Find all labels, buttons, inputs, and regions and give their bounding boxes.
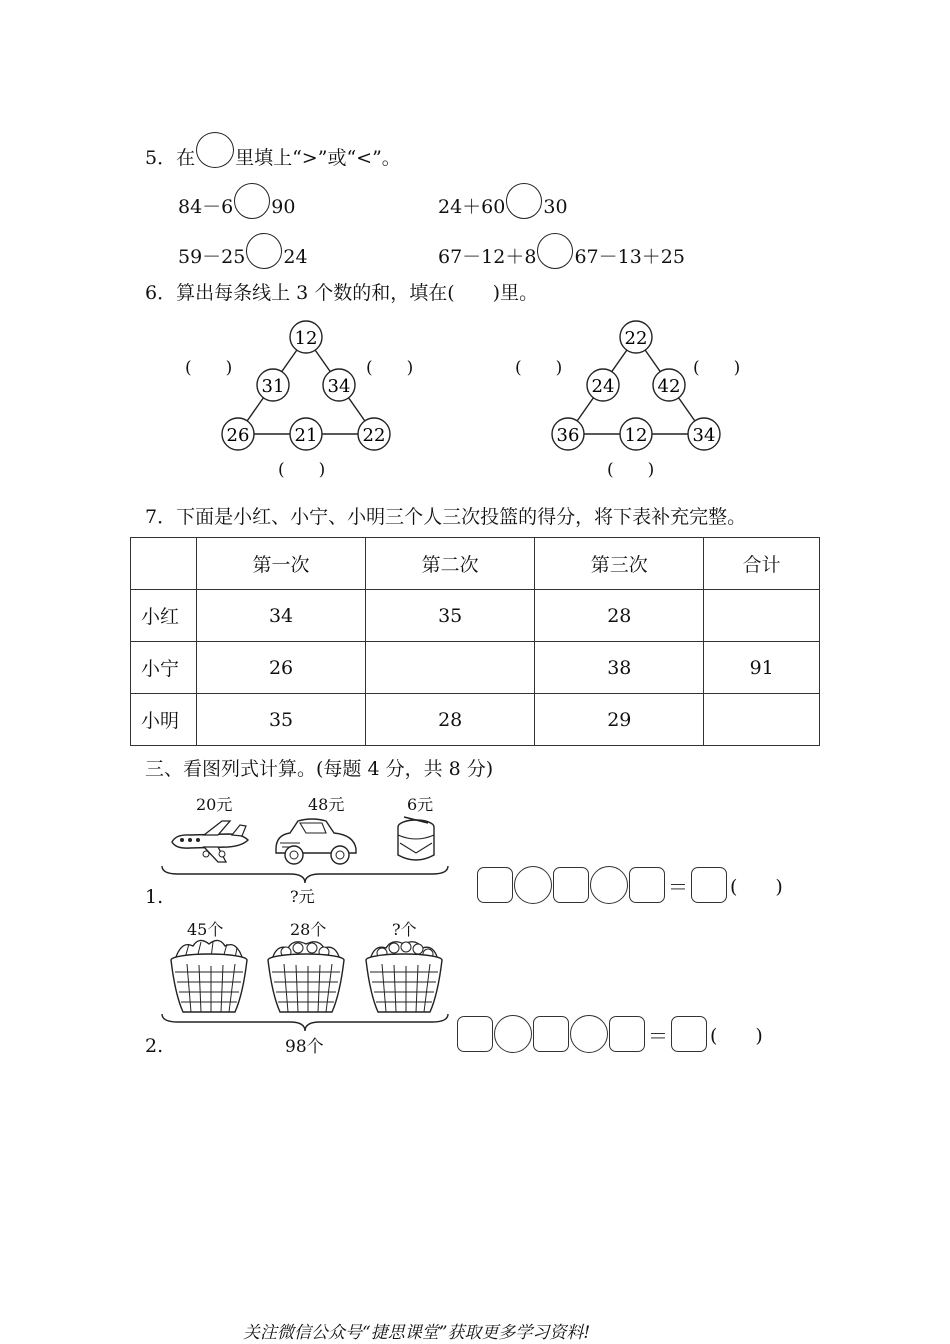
equation-row-1 <box>477 866 786 904</box>
table-header-cell: 第二次 <box>366 538 535 590</box>
table-row <box>131 694 820 746</box>
answer-box[interactable] <box>553 867 589 903</box>
svg-text:12: 12 <box>294 328 318 349</box>
number-node <box>552 418 584 450</box>
total-label: 98个 <box>285 1037 324 1057</box>
basket-icon <box>264 936 348 1018</box>
row-label: 小宁 <box>131 642 197 694</box>
svg-text:31: 31 <box>261 376 285 397</box>
problem-number: 2. <box>145 1035 164 1057</box>
brace-icon <box>158 864 452 886</box>
answer-box[interactable] <box>691 867 727 903</box>
score-table <box>130 537 820 746</box>
table-cell: 28 <box>366 694 535 746</box>
compare-circle-icon[interactable] <box>506 183 542 219</box>
number-node <box>688 418 720 450</box>
compare-circle-icon[interactable] <box>537 233 573 269</box>
answer-blank-left-1[interactable]: ( ) <box>185 358 233 378</box>
number-node <box>290 321 322 353</box>
basket-icon <box>167 936 251 1018</box>
number-node <box>653 369 685 401</box>
answer-box[interactable] <box>609 1016 645 1052</box>
svg-text:21: 21 <box>294 425 318 446</box>
table-cell-blank[interactable] <box>704 590 820 642</box>
svg-text:26: 26 <box>226 425 250 446</box>
row-label: 小明 <box>131 694 197 746</box>
answer-blank-left-2[interactable]: ( ) <box>515 358 563 378</box>
basket-icon <box>362 936 446 1018</box>
price-label: 20元 <box>196 795 233 814</box>
answer-box[interactable] <box>477 867 513 903</box>
table-header-cell: 第三次 <box>535 538 704 590</box>
footer-note: 关注微信公众号“捷思课堂”获取更多学习资料! <box>243 1323 591 1343</box>
svg-text:22: 22 <box>362 425 386 446</box>
table-cell: 26 <box>197 642 366 694</box>
number-node <box>358 418 390 450</box>
price-label: 6元 <box>407 795 434 814</box>
table-header-cell: 合计 <box>704 538 820 590</box>
count-label: 45个 <box>187 920 224 939</box>
problem-number: 1. <box>145 886 164 908</box>
number-node <box>222 418 254 450</box>
table-cell: 29 <box>535 694 704 746</box>
table-header-cell <box>131 538 197 590</box>
table-cell-blank[interactable] <box>366 642 535 694</box>
q5-item-1: 84－6 90 <box>178 183 295 219</box>
svg-text:34: 34 <box>327 376 351 397</box>
operator-circle[interactable] <box>570 1015 608 1053</box>
count-label: 28个 <box>290 920 327 939</box>
price-label: 48元 <box>308 795 345 814</box>
table-cell: 35 <box>366 590 535 642</box>
table-row <box>131 590 820 642</box>
brace-icon <box>158 1012 452 1034</box>
table-cell: 34 <box>197 590 366 642</box>
unit-blank[interactable]: ( ) <box>710 1024 763 1047</box>
airplane-icon <box>168 818 252 866</box>
table-cell: 35 <box>197 694 366 746</box>
car-icon <box>272 815 360 867</box>
answer-blank-bottom-2[interactable]: ( ) <box>607 460 655 480</box>
count-label: ?个 <box>392 920 417 939</box>
blank-circle-icon <box>196 132 234 168</box>
number-node <box>620 321 652 353</box>
table-cell: 38 <box>535 642 704 694</box>
answer-box[interactable] <box>671 1016 707 1052</box>
table-row <box>131 642 820 694</box>
answer-box[interactable] <box>457 1016 493 1052</box>
equation-row-2 <box>457 1015 766 1053</box>
answer-box[interactable] <box>533 1016 569 1052</box>
svg-text:12: 12 <box>624 425 648 446</box>
number-node <box>257 369 289 401</box>
unit-blank[interactable]: ( ) <box>730 875 783 898</box>
q5-item-2: 24＋60 30 <box>438 183 568 219</box>
compare-circle-icon[interactable] <box>234 183 270 219</box>
equals-sign: ＝ <box>648 1023 668 1048</box>
q7-prompt: 7．下面是小红、小宁、小明三个人三次投篮的得分，将下表补充完整。 <box>145 506 747 528</box>
answer-blank-right-1[interactable]: ( ) <box>366 358 414 378</box>
svg-text:22: 22 <box>624 328 648 349</box>
number-node <box>323 369 355 401</box>
svg-text:34: 34 <box>692 425 716 446</box>
table-header-cell: 第一次 <box>197 538 366 590</box>
answer-blank-right-2[interactable]: ( ) <box>693 358 741 378</box>
answer-box[interactable] <box>629 867 665 903</box>
number-node <box>290 418 322 450</box>
compare-circle-icon[interactable] <box>246 233 282 269</box>
number-node <box>620 418 652 450</box>
equals-sign: ＝ <box>668 874 688 899</box>
q5-prompt: 5．在 里填上“>”或“<”。 <box>145 132 401 170</box>
table-header-row <box>131 538 820 590</box>
number-node <box>587 369 619 401</box>
q6-prompt: 6．算出每条线上 3 个数的和，填在( )里。 <box>145 282 539 304</box>
table-cell: 91 <box>704 642 820 694</box>
row-label: 小红 <box>131 590 197 642</box>
svg-text:36: 36 <box>556 425 580 446</box>
answer-blank-bottom-1[interactable]: ( ) <box>278 460 326 480</box>
q5-item-4: 67－12＋8 67－13＋25 <box>438 233 685 269</box>
operator-circle[interactable] <box>494 1015 532 1053</box>
total-label: ?元 <box>290 887 315 906</box>
table-cell: 28 <box>535 590 704 642</box>
svg-text:42: 42 <box>657 376 681 397</box>
operator-circle[interactable] <box>590 866 628 904</box>
drum-icon <box>394 815 438 867</box>
q5-item-3: 59－25 24 <box>178 233 308 269</box>
section3-title: 三、看图列式计算。(每题 4 分，共 8 分) <box>145 758 494 780</box>
operator-circle[interactable] <box>514 866 552 904</box>
table-cell-blank[interactable] <box>704 694 820 746</box>
svg-text:24: 24 <box>591 376 615 397</box>
